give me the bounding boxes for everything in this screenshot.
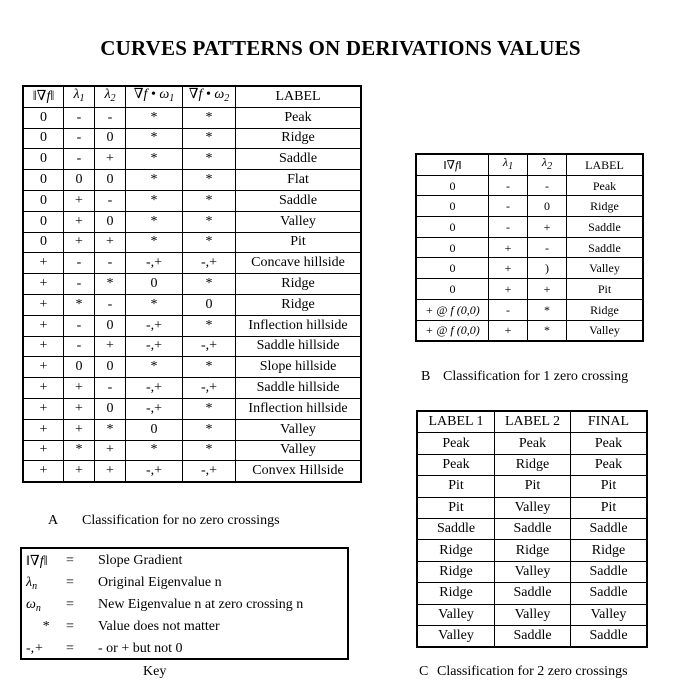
table-cell: Peak [417,433,495,454]
table-cell: - [64,128,95,149]
table-cell: + [23,440,64,461]
table-row [23,378,361,399]
tA-header-cell: $\lambda_2$ [95,86,126,107]
key-description: Value does not matter [98,619,220,634]
table-cell: -,+ [126,315,183,336]
table-cell: * [126,128,183,149]
table-cell: - [64,336,95,357]
table-cell: Saddle [495,583,571,604]
table-cell: * [95,274,126,295]
table-row [23,336,361,357]
table-cell: 0 [64,357,95,378]
table-cell: Valley [417,604,495,625]
table-cell: + [23,294,64,315]
table-row [23,357,361,378]
table-cell: 0 [23,149,64,170]
key-box [20,547,349,660]
table-cell: Ridge [571,540,648,561]
table-cell: Ridge [236,128,362,149]
table-cell: - [95,378,126,399]
caption-b: Classification for 1 zero crossing [443,369,629,384]
key-caption: Key [143,664,167,679]
table-cell: + [95,440,126,461]
table-row [417,583,647,604]
table-cell: * [183,211,236,232]
table-cell: 0 [23,128,64,149]
tC-header-cell: FINAL [571,411,648,433]
table-cell: + [64,419,95,440]
caption-b-letter: B [421,369,431,384]
table-a [22,85,362,483]
table-cell: Inflection hillside [236,315,362,336]
key-row [22,619,347,639]
table-cell: + [23,274,64,295]
table-cell: - [64,107,95,128]
table-cell: Saddle [571,518,648,539]
table-cell: Saddle [571,583,648,604]
table-cell: 0 [95,170,126,191]
table-row [416,237,643,258]
table-cell: + [64,190,95,211]
tA-header-cell: $\lambda_1$ [64,86,95,107]
key-symbol: ‖∇f‖ [26,554,48,569]
table-cell: -,+ [126,378,183,399]
table-cell: - [64,149,95,170]
table-c-header [417,411,647,433]
table-a-header [23,86,361,107]
table-row [23,170,361,191]
table-cell: * [528,299,567,320]
table-row [417,433,647,454]
table-cell: Saddle [495,518,571,539]
table-cell: - [489,175,528,196]
table-cell: Ridge [236,274,362,295]
table-row [416,196,643,217]
table-cell: * [126,149,183,170]
table-cell: * [183,357,236,378]
table-cell: + [95,149,126,170]
table-cell: 0 [95,128,126,149]
table-cell: Pit [495,476,571,497]
table-row [23,128,361,149]
key-equals: = [66,553,74,568]
tB-header-cell: $\lambda_1$ [489,154,528,175]
tB-header-cell: LABEL [567,154,644,175]
table-cell: Saddle [567,237,644,258]
table-cell: 0 [183,294,236,315]
table-cell: Pit [571,476,648,497]
table-cell: - [528,237,567,258]
table-cell: * [126,440,183,461]
table-cell: + [95,232,126,253]
table-cell: * [64,294,95,315]
table-cell: + [64,378,95,399]
table-cell: 0 [23,107,64,128]
table-cell: Inflection hillside [236,398,362,419]
table-cell: + [489,279,528,300]
table-cell: Ridge [495,454,571,475]
table-cell: 0 [416,258,489,279]
table-cell: - [95,190,126,211]
table-row [417,518,647,539]
table-row [23,440,361,461]
table-cell: Pit [236,232,362,253]
table-cell: * [183,128,236,149]
key-row [22,597,347,617]
table-cell: 0 [416,279,489,300]
table-cell: - [64,253,95,274]
table-cell: Saddle [236,190,362,211]
caption-a: Classification for no zero crossings [82,513,280,528]
table-row [416,217,643,238]
table-row [23,294,361,315]
table-a-body [23,107,361,482]
tC-header-cell: LABEL 2 [495,411,571,433]
table-row [417,625,647,647]
table-row [23,190,361,211]
table-cell: Concave hillside [236,253,362,274]
table-row [23,232,361,253]
table-cell: * [183,149,236,170]
key-symbol: $\omega_n$ [26,597,41,614]
table-row [23,274,361,295]
page-title: CURVES PATTERNS ON DERIVATIONS VALUES [100,36,581,60]
table-cell: Peak [417,454,495,475]
table-cell: + [489,320,528,341]
table-cell: * [126,170,183,191]
caption-c-letter: C [419,664,429,679]
table-row [417,497,647,518]
caption-a-letter: A [48,513,59,528]
table-cell: Pit [417,476,495,497]
key-description: Original Eigenvalue n [98,575,222,590]
table-cell: ) [528,258,567,279]
table-cell: Valley [417,625,495,647]
table-row [23,107,361,128]
table-cell: + [95,461,126,482]
table-cell: 0 [416,196,489,217]
table-cell: * [64,440,95,461]
key-equals: = [66,597,74,612]
table-cell: Valley [236,211,362,232]
table-cell: 0 [95,315,126,336]
table-cell: -,+ [126,253,183,274]
table-cell: * [126,107,183,128]
table-cell: Peak [567,175,644,196]
table-row [416,175,643,196]
tA-header-cell: ‖∇f‖ [23,86,64,107]
table-cell: 0 [416,217,489,238]
tC-header-cell: LABEL 1 [417,411,495,433]
tA-header-cell: ∇f • $\omega_1$ [126,86,183,107]
table-cell: + [23,253,64,274]
table-row [416,320,643,341]
table-cell: 0 [416,237,489,258]
table-cell: Convex Hillside [236,461,362,482]
table-row [23,419,361,440]
table-cell: * [528,320,567,341]
table-cell: - [528,175,567,196]
table-row [416,279,643,300]
table-cell: Valley [236,419,362,440]
table-cell: - [64,274,95,295]
table-cell: -,+ [183,253,236,274]
table-cell: Ridge [417,540,495,561]
table-cell: Peak [236,107,362,128]
table-row [417,604,647,625]
table-cell: Valley [567,258,644,279]
key-symbol: -,+ [26,641,44,656]
table-cell: * [183,419,236,440]
table-cell: Valley [495,561,571,582]
key-row [22,553,347,573]
table-cell: Saddle [567,217,644,238]
key-symbol: $\lambda_n$ [26,575,38,592]
table-cell: Peak [495,433,571,454]
table-cell: + @ f (0,0) [416,320,489,341]
table-cell: + [489,237,528,258]
table-cell: * [126,190,183,211]
table-cell: 0 [95,211,126,232]
tA-header-cell: ∇f • $\omega_2$ [183,86,236,107]
table-cell: -,+ [183,378,236,399]
key-equals: = [66,619,74,634]
key-description: - or + but not 0 [98,641,183,656]
table-cell: 0 [126,419,183,440]
table-cell: -,+ [183,336,236,357]
table-cell: * [126,232,183,253]
table-cell: * [183,107,236,128]
table-cell: Valley [571,604,648,625]
table-cell: + [64,461,95,482]
table-cell: * [126,357,183,378]
table-cell: 0 [416,175,489,196]
table-b [415,153,644,342]
key-row [22,575,347,595]
table-cell: + @ f (0,0) [416,299,489,320]
table-cell: 0 [23,190,64,211]
table-cell: 0 [23,211,64,232]
table-cell: + [23,336,64,357]
table-cell: Ridge [567,196,644,217]
table-cell: + [23,378,64,399]
table-row [417,540,647,561]
table-cell: Saddle [236,149,362,170]
table-cell: Slope hillside [236,357,362,378]
caption-c: Classification for 2 zero crossings [437,664,628,679]
table-cell: Ridge [567,299,644,320]
table-cell: 0 [95,357,126,378]
table-row [417,561,647,582]
table-cell: * [183,170,236,191]
table-cell: - [489,299,528,320]
table-row [416,258,643,279]
table-row [417,476,647,497]
table-cell: Peak [571,433,648,454]
table-cell: Saddle hillside [236,336,362,357]
table-row [416,299,643,320]
table-row [23,211,361,232]
table-cell: 0 [23,232,64,253]
table-b-body [416,175,643,341]
table-cell: 0 [528,196,567,217]
table-cell: 0 [95,398,126,419]
table-cell: Saddle [571,625,648,647]
table-cell: + [528,279,567,300]
table-cell: + [64,398,95,419]
table-row [417,454,647,475]
table-cell: + [23,419,64,440]
table-c-body [417,433,647,647]
table-cell: - [489,196,528,217]
table-cell: Pit [567,279,644,300]
key-equals: = [66,641,74,656]
key-row [22,641,347,661]
table-c [416,410,648,648]
table-cell: + [23,398,64,419]
table-cell: - [95,107,126,128]
table-cell: + [64,232,95,253]
table-cell: 0 [23,170,64,191]
key-description: New Eigenvalue n at zero crossing n [98,597,304,612]
table-cell: Ridge [495,540,571,561]
table-cell: Ridge [417,561,495,582]
table-cell: * [183,440,236,461]
table-cell: - [95,294,126,315]
table-cell: * [183,315,236,336]
table-cell: - [489,217,528,238]
table-cell: 0 [126,274,183,295]
table-cell: Valley [495,497,571,518]
table-cell: + [23,315,64,336]
table-row [23,461,361,482]
key-equals: = [66,575,74,590]
table-cell: Flat [236,170,362,191]
table-cell: * [183,398,236,419]
table-cell: Ridge [417,583,495,604]
table-row [23,149,361,170]
table-cell: Saddle [495,625,571,647]
table-cell: * [95,419,126,440]
table-cell: + [489,258,528,279]
table-cell: -,+ [183,461,236,482]
tA-header-cell: LABEL [236,86,362,107]
table-cell: 0 [64,170,95,191]
tB-header-cell: $\lambda_2$ [528,154,567,175]
table-cell: Pit [417,497,495,518]
table-cell: Valley [236,440,362,461]
table-cell: * [126,211,183,232]
key-description: Slope Gradient [98,553,183,568]
table-cell: Ridge [236,294,362,315]
table-cell: * [183,232,236,253]
table-cell: Peak [571,454,648,475]
tB-header-cell: ‖∇f‖ [416,154,489,175]
table-row [23,253,361,274]
table-cell: Valley [495,604,571,625]
table-cell: + [23,461,64,482]
table-cell: + [95,336,126,357]
table-cell: -,+ [126,336,183,357]
table-b-header [416,154,643,175]
table-row [23,315,361,336]
table-row [23,398,361,419]
table-cell: + [64,211,95,232]
table-cell: - [64,315,95,336]
table-cell: + [23,357,64,378]
table-cell: + [528,217,567,238]
table-cell: Pit [571,497,648,518]
table-cell: - [95,253,126,274]
table-cell: Saddle [571,561,648,582]
table-cell: Saddle hillside [236,378,362,399]
table-cell: -,+ [126,398,183,419]
table-cell: Saddle [417,518,495,539]
table-cell: * [183,190,236,211]
table-cell: Valley [567,320,644,341]
table-cell: * [183,274,236,295]
table-cell: -,+ [126,461,183,482]
table-cell: * [126,294,183,315]
key-symbol: * [42,619,49,634]
